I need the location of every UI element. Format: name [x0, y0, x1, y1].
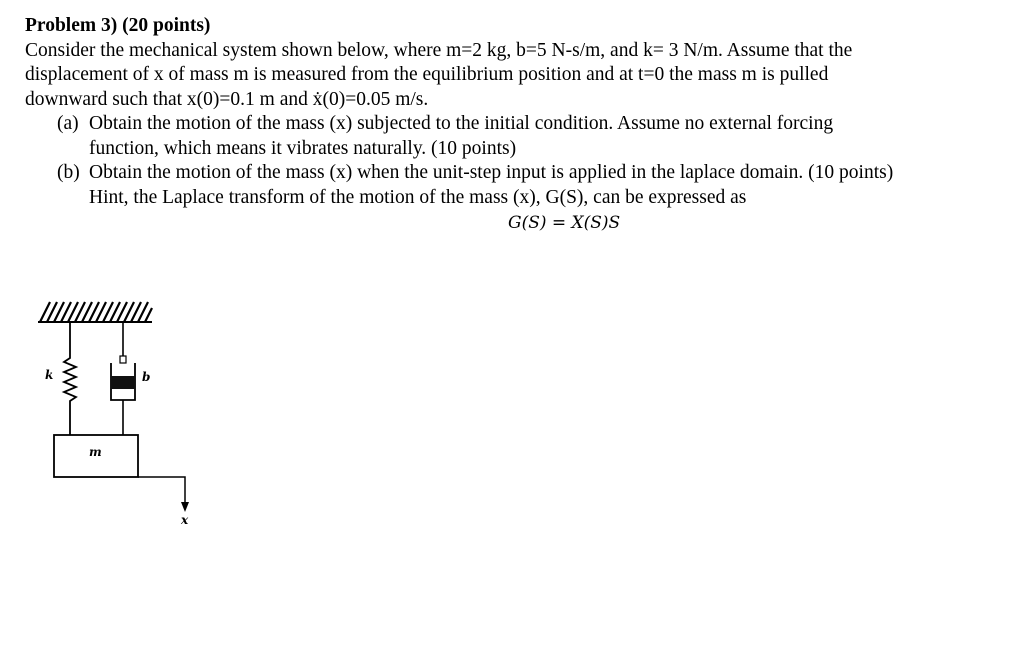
- mass-label: m: [89, 445, 102, 459]
- part-b-label: (b): [57, 162, 80, 183]
- part-b: [25, 161, 1010, 210]
- part-b-line-1: Obtain the motion of the mass (x) when the unit-step input is applied in the laplace domain. (10 points): [89, 162, 894, 183]
- mass-spring-damper-figure: [30, 290, 230, 540]
- part-a: [25, 112, 1010, 161]
- problem-title: Problem 3) (20 points): [25, 15, 211, 36]
- displacement-label: x: [181, 513, 189, 527]
- ground-hatching: [38, 302, 152, 322]
- part-a-line-1: Obtain the motion of the mass (x) subjected to the initial condition. Assume no external forcing: [89, 113, 834, 134]
- hint-formula: G(S) = X(S)S: [508, 213, 621, 233]
- spring: [64, 322, 76, 435]
- part-a-label: (a): [57, 113, 79, 134]
- damper: [111, 322, 135, 435]
- problem-intro-line-2: displacement of x of mass m is measured from the equilibrium position and at t=0 the mass m is pulled: [25, 64, 829, 85]
- displacement-arrow: [138, 477, 189, 512]
- problem-intro-line-1: Consider the mechanical system shown below, where m=2 kg, b=5 N-s/m, and k= 3 N/m. Assume that the: [25, 39, 853, 61]
- part-b-line-2: Hint, the Laplace transform of the motion of the mass (x), G(S), can be expressed as: [89, 186, 747, 208]
- problem-document: [25, 14, 1010, 236]
- problem-intro-line-3: downward such that x(0)=0.1 m and ẋ(0)=0.05 m/s.: [25, 88, 429, 110]
- spring-label: k: [45, 368, 54, 382]
- damper-label: b: [142, 370, 151, 384]
- part-a-line-2: function, which means it vibrates naturally. (10 points): [89, 137, 517, 159]
